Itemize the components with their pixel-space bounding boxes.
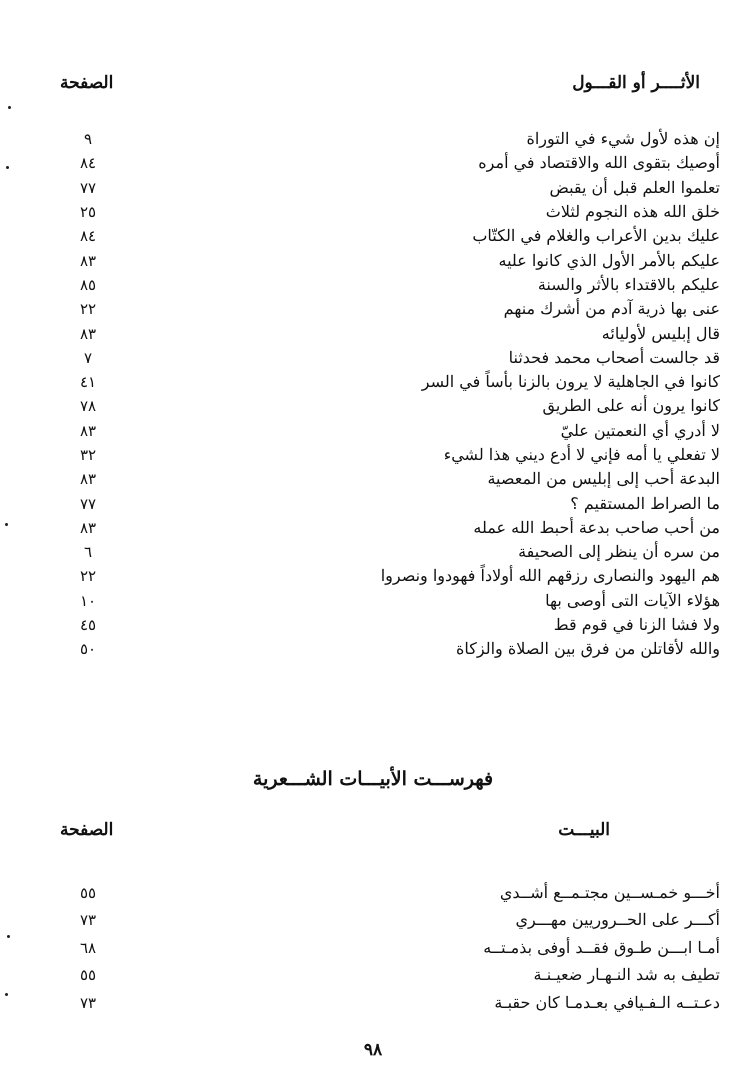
sayings-header — [60, 68, 700, 98]
saying-text: هؤلاء الآيات التى أوصى بها — [545, 590, 720, 610]
page-reference: ٨٣ — [79, 251, 97, 270]
poem-row — [60, 962, 720, 990]
saying-row — [60, 564, 720, 588]
poem-verse: أخـــو خمـســين مجتـمــع أشــدي — [499, 882, 720, 902]
poem-row — [60, 934, 720, 962]
saying-text: عليك بدين الأعراب والغلام في الكتّاب — [472, 226, 720, 246]
scan-speck — [6, 166, 9, 169]
page-reference: ٧٧ — [79, 178, 97, 197]
saying-row — [60, 613, 720, 637]
saying-text: لا أدري أي النعمتين عليّ — [560, 420, 720, 440]
saying-row — [60, 394, 720, 418]
poems-header — [60, 815, 700, 845]
scan-speck — [8, 106, 11, 109]
page-reference: ٨٥ — [79, 275, 97, 294]
poem-row — [60, 907, 720, 935]
page-reference: ٢٢ — [79, 567, 97, 586]
poem-row — [60, 879, 720, 907]
poem-row — [60, 989, 720, 1017]
saying-row — [60, 273, 720, 297]
page-reference: ٢٢ — [79, 300, 97, 319]
page-reference: ٨٤ — [79, 154, 97, 173]
page-reference: ٣٢ — [79, 446, 97, 464]
page-reference: ١٠ — [79, 591, 97, 610]
saying-text: من أحب صاحب بدعة أحبط الله عمله — [473, 517, 720, 537]
poem-verse: دعـتــه الـفـيافي بعـدمـا كان حقبـة — [494, 992, 720, 1012]
saying-row — [60, 151, 720, 175]
page-reference: ٧ — [83, 348, 93, 367]
poem-verse: أمـا ابـــن طـوق فقــد أوفى بذمـتــه — [483, 937, 720, 957]
scan-speck — [5, 993, 8, 996]
page-reference: ٧٧ — [79, 494, 97, 513]
poems-page-column-title: الصفحة — [60, 820, 114, 840]
saying-text: إن هذه لأول شيء في التوراة — [526, 129, 720, 149]
page-reference: ٨٣ — [79, 421, 97, 440]
page-reference: ٥٠ — [79, 640, 97, 659]
saying-row — [60, 370, 720, 394]
scan-speck — [5, 523, 8, 526]
page-reference: ٧٣ — [79, 911, 97, 930]
saying-text: قد جالست أصحاب محمد فحدثنا — [508, 347, 720, 367]
poem-verse: أكـــر على الحــروريين مهـــري — [515, 910, 720, 930]
saying-text: عليكم بالاقتداء بالأثر والسنة — [537, 274, 720, 294]
saying-row — [60, 224, 720, 248]
saying-row — [60, 127, 720, 151]
sayings-page-column-title: الصفحة — [60, 73, 114, 93]
scan-speck — [7, 935, 10, 938]
poems-section-title: فهرســـت الأبيـــات الشـــعرية — [252, 768, 494, 790]
page-reference: ٦٨ — [79, 938, 97, 957]
saying-row — [60, 540, 720, 564]
page-number: ٩٨ — [363, 1040, 383, 1060]
saying-text: والله لأقاتلن من فرق بين الصلاة والزكاة — [456, 639, 720, 659]
page-reference: ٩ — [83, 130, 93, 149]
saying-text: تعلموا العلم قبل أن يقبض — [549, 177, 720, 197]
page-reference: ٧٣ — [79, 993, 97, 1012]
page-reference: ٤٥ — [79, 616, 97, 635]
page-reference: ٦ — [83, 543, 93, 562]
saying-row — [60, 467, 720, 491]
saying-text: من سره أن ينظر إلى الصحيفة — [518, 542, 720, 562]
page-reference: ٥٥ — [79, 883, 97, 902]
page-reference: ٤١ — [79, 373, 97, 392]
sayings-list — [60, 127, 720, 662]
saying-text: هم اليهود والنصارى رزقهم الله أولاداً فهودوا ونصروا — [380, 566, 720, 586]
saying-row — [60, 419, 720, 443]
saying-row — [60, 443, 720, 467]
saying-row — [60, 589, 720, 613]
saying-text: كانوا في الجاهلية لا يرون بالزنا بأساً في السر — [421, 372, 720, 392]
saying-text: كانوا يرون أنه على الطريق — [542, 396, 720, 416]
poems-column-title: البيـــت — [558, 820, 610, 840]
saying-row — [60, 321, 720, 345]
saying-text: أوصيك بتقوى الله والاقتصاد في أمره — [478, 153, 720, 173]
saying-text: ما الصراط المستقيم ؟ — [570, 493, 720, 513]
saying-text: عليكم بالأمر الأول الذي كانوا عليه — [498, 250, 720, 270]
page-reference: ٨٤ — [79, 227, 97, 246]
page-reference: ٨٣ — [79, 518, 97, 537]
page-reference: ٧٨ — [79, 397, 97, 416]
saying-text: البدعة أحب إلى إبليس من المعصية — [487, 469, 720, 489]
poem-verse: تطيف به شد النـهـار ضعيـنـة — [533, 965, 720, 985]
saying-row — [60, 491, 720, 515]
page-reference: ٨٣ — [79, 324, 97, 343]
saying-row — [60, 200, 720, 224]
saying-row — [60, 297, 720, 321]
page-reference: ٥٥ — [79, 966, 97, 985]
saying-row — [60, 248, 720, 272]
saying-text: ولا فشا الزنا في قوم قط — [553, 615, 720, 635]
page-reference: ٢٥ — [79, 203, 97, 222]
saying-row — [60, 176, 720, 200]
page-reference: ٨٣ — [79, 470, 97, 489]
poems-list — [60, 879, 720, 1017]
saying-row — [60, 346, 720, 370]
saying-text: قال إبليس لأوليائه — [601, 323, 720, 343]
sayings-column-title: الأثــــر أو القـــول — [572, 73, 700, 93]
saying-text: عنى بها ذرية آدم من أشرك منهم — [503, 299, 720, 319]
saying-row — [60, 516, 720, 540]
saying-text: خلق الله هذه النجوم لثلاث — [545, 202, 720, 222]
saying-row — [60, 637, 720, 661]
saying-text: لا تفعلي يا أمه فإني لا أدع ديني هذا لشيء — [443, 445, 720, 464]
